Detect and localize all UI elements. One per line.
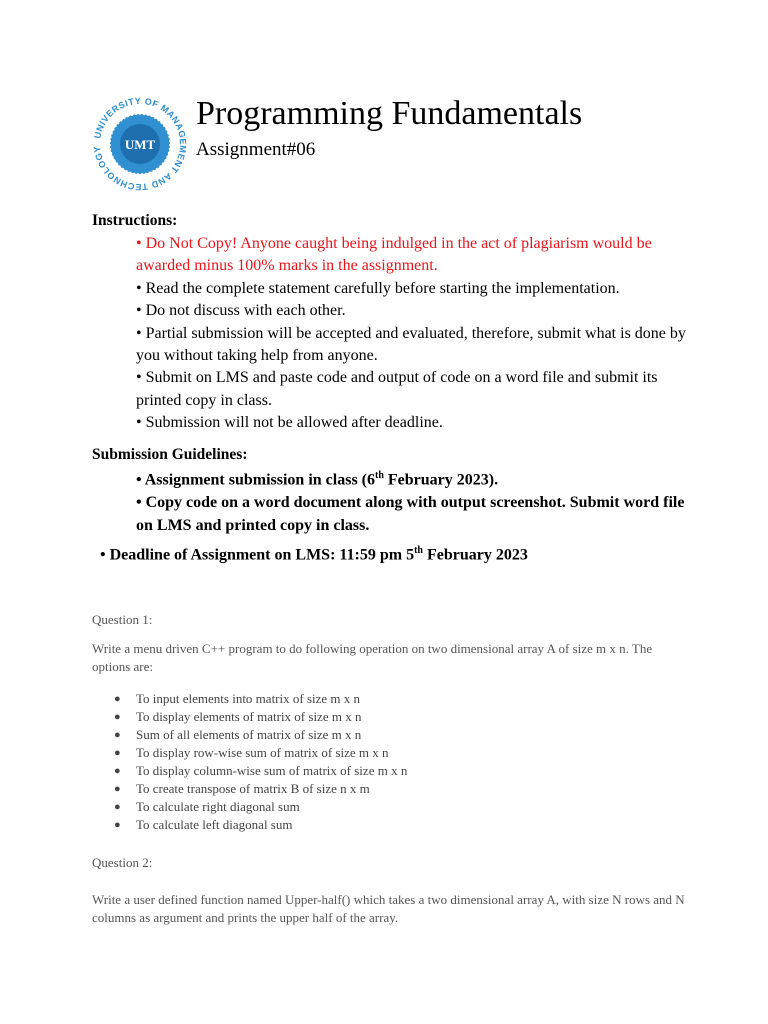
question-1-heading: Question 1: [92, 612, 153, 627]
instruction-item: • Read the complete statement carefully before starting the implementation. [136, 279, 620, 297]
submission-heading: Submission Guidelines: [92, 446, 248, 463]
option-item: ● To display column-wise sum of matrix of size m x n [114, 763, 408, 778]
instruction-item: • Do not discuss with each other. [136, 302, 346, 320]
option-item: ● To display elements of matrix of size m x n [114, 709, 362, 724]
submission-item: • Assignment submission in class (6th February 2023). [136, 470, 499, 489]
submission-list [136, 465, 696, 537]
logo-center-text: UMT [124, 137, 156, 152]
question-2-text: Write a user defined function named Upper-half() which takes a two dimensional array A, with size N rows and N columns as argument and prints the upper half of the array. [92, 892, 685, 925]
option-item: ● To calculate right diagonal sum [114, 799, 300, 814]
instruction-item: • Submit on LMS and paste code and output of code on a word file and submit its printed copy in class. [136, 369, 658, 409]
submission-item: • Copy code on a word document along with output screenshot. Submit word file on LMS and printed copy in class. [136, 493, 685, 534]
instruction-item: • Partial submission will be accepted and evaluated, therefore, submit what is done by you without taking help from anyone. [136, 324, 686, 365]
instruction-item: • Do Not Copy! Anyone caught being indulged in the act of plagiarism would be awarded minus 100% marks in the assignment. [136, 235, 652, 275]
option-item: ● To display row-wise sum of matrix of size m x n [114, 745, 389, 760]
option-item: ● Sum of all elements of matrix of size m x n [114, 727, 362, 742]
instructions-list [136, 233, 696, 435]
umt-logo [90, 94, 190, 194]
deadline-line: • Deadline of Assignment on LMS: 11:59 pm 5th February 2023 [100, 545, 528, 564]
assignment-number: Assignment#06 [196, 139, 316, 160]
instruction-item: • Submission will not be allowed after deadline. [136, 414, 443, 432]
instructions-heading: Instructions: [92, 212, 178, 229]
question-1-options [92, 690, 407, 834]
option-item: ● To input elements into matrix of size m x n [114, 691, 361, 706]
document-title: Programming Fundamentals [196, 95, 583, 132]
question-1-text: Write a menu driven C++ program to do following operation on two dimensional array A of size m x n. The options are: [92, 641, 653, 674]
option-item: ● To calculate left diagonal sum [114, 817, 293, 832]
logo-ring-text: UNIVERSITY OF MANAGEMENT AND TECHNOLOGY [91, 95, 189, 193]
option-item: ● To create transpose of matrix B of size n x m [114, 781, 370, 796]
question-2-heading: Question 2: [92, 855, 153, 870]
